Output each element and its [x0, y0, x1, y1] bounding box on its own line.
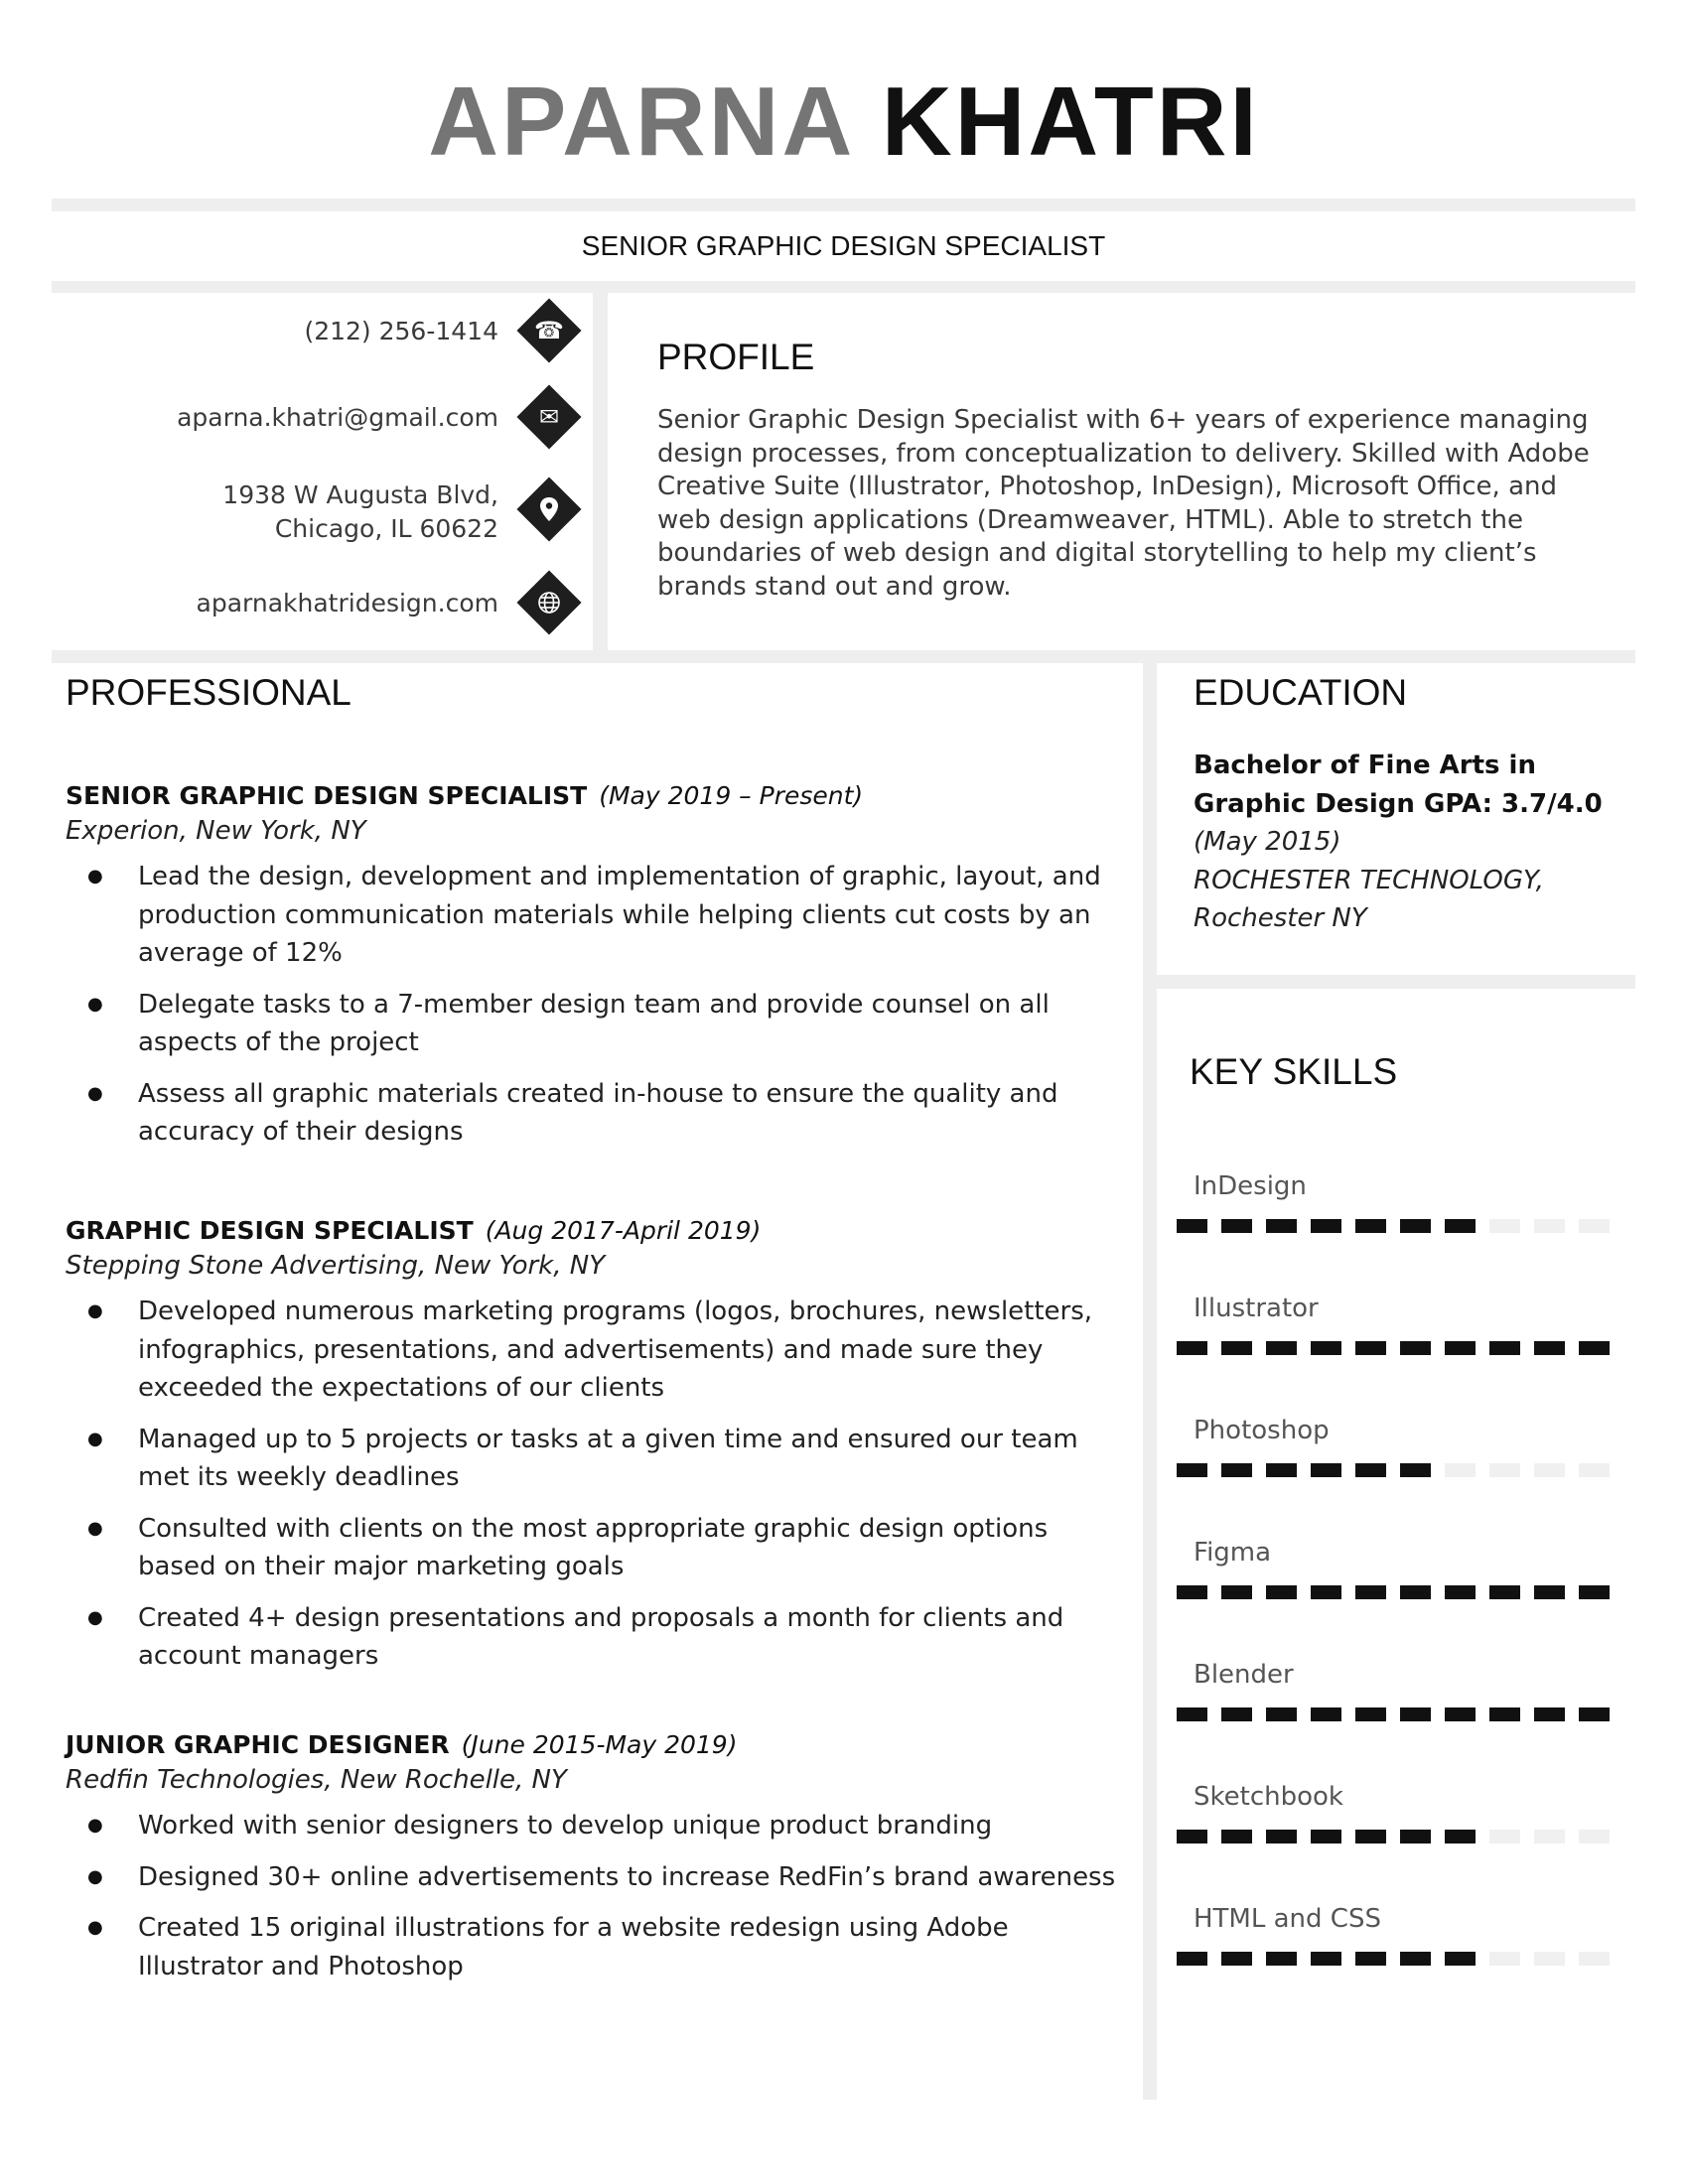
skill-segment-filled: [1221, 1830, 1252, 1843]
skill-segment-filled: [1400, 1463, 1431, 1477]
skill-segment-filled: [1445, 1341, 1476, 1355]
bullet-item: ● Assess all graphic materials created in-house to ensure the quality and accuracy of their designs: [66, 1075, 1118, 1152]
bullet-item: ● Created 4+ design presentations and proposals a month for clients and account managers: [66, 1599, 1118, 1676]
job-dates: (June 2015-May 2019): [461, 1730, 738, 1759]
last-name: KHATRI: [881, 67, 1260, 176]
job-entry: [66, 1213, 1118, 1689]
skill-segment-filled: [1355, 1219, 1386, 1233]
skill-segment-filled: [1400, 1830, 1431, 1843]
skill-segment-filled: [1311, 1830, 1341, 1843]
school-name: ROCHESTER TECHNOLOGY,: [1194, 865, 1544, 895]
skill-name: Sketchbook: [1194, 1782, 1343, 1812]
bullet-item: ● Managed up to 5 projects or tasks at a given time and ensured our team met its weekly deadlines: [66, 1421, 1118, 1497]
skill-segment-filled: [1445, 1219, 1476, 1233]
bullet-item: ● Consulted with clients on the most appropriate graphic design options based on their major marketing goals: [66, 1510, 1118, 1586]
bullet-item: ● Developed numerous marketing programs (logos, brochures, newsletters, infographics, presentations, and advertisements) and made sure they exceeded the expectations of our clients: [66, 1293, 1118, 1408]
skill-segment-filled: [1221, 1952, 1252, 1966]
skill-segment-filled: [1311, 1952, 1341, 1966]
skill-item: [1177, 1169, 1614, 1233]
job-dates: (Aug 2017-April 2019): [485, 1216, 762, 1245]
education-date: (May 2015): [1194, 827, 1341, 857]
degree-line2: Graphic Design GPA: 3.7/4.0: [1194, 788, 1603, 819]
bullet-item: ● Designed 30+ online advertisements to increase RedFin’s brand awareness: [66, 1858, 1118, 1897]
skill-segment-filled: [1266, 1585, 1297, 1599]
skill-segment-empty: [1534, 1952, 1565, 1966]
skill-name: Illustrator: [1194, 1294, 1319, 1323]
skill-level-bar: [1177, 1707, 1614, 1721]
skill-segment-filled: [1266, 1341, 1297, 1355]
skill-segment-filled: [1266, 1952, 1297, 1966]
skill-segment-filled: [1534, 1585, 1565, 1599]
first-name: APARNA: [428, 67, 852, 176]
skill-level-bar: [1177, 1585, 1614, 1599]
skill-segment-filled: [1355, 1341, 1386, 1355]
skill-segment-filled: [1400, 1219, 1431, 1233]
address-line1: 1938 W Augusta Blvd,: [222, 480, 498, 509]
job-title: SENIOR GRAPHIC DESIGN SPECIALIST: [66, 781, 588, 810]
skill-segment-filled: [1221, 1463, 1252, 1477]
skill-segment-filled: [1489, 1341, 1520, 1355]
profile-heading: PROFILE: [657, 337, 815, 377]
job-heading: [66, 1213, 1118, 1249]
skill-segment-empty: [1489, 1463, 1520, 1477]
skill-item: [1177, 1902, 1614, 1966]
skill-segment-filled: [1311, 1219, 1341, 1233]
skill-name: Blender: [1194, 1660, 1294, 1690]
skill-item: [1177, 1414, 1614, 1477]
envelope-icon: ✉: [516, 384, 581, 449]
skill-name: HTML and CSS: [1194, 1904, 1381, 1934]
skill-segment-empty: [1579, 1830, 1610, 1843]
skill-segment-empty: [1579, 1463, 1610, 1477]
job-entry: [66, 778, 1118, 1164]
bullet-item: ● Lead the design, development and implementation of graphic, layout, and production communication materials while helping clients cut costs by an average of 12%: [66, 858, 1118, 973]
skill-segment-filled: [1311, 1585, 1341, 1599]
vertical-divider: [593, 293, 608, 650]
education-heading: EDUCATION: [1194, 672, 1408, 713]
skill-segment-filled: [1489, 1585, 1520, 1599]
bullet-item: ● Worked with senior designers to develop unique product branding: [66, 1807, 1118, 1845]
job-bullets: [66, 1293, 1118, 1676]
skill-item: [1177, 1536, 1614, 1599]
skill-segment-filled: [1221, 1707, 1252, 1721]
skill-segment-filled: [1177, 1830, 1207, 1843]
job-title: JUNIOR GRAPHIC DESIGNER: [66, 1730, 450, 1759]
skill-segment-filled: [1177, 1219, 1207, 1233]
divider-bar: [52, 650, 1635, 663]
skill-segment-filled: [1579, 1707, 1610, 1721]
skill-segment-filled: [1311, 1463, 1341, 1477]
skill-name: Photoshop: [1194, 1416, 1330, 1445]
job-heading: [66, 778, 1118, 814]
skill-segment-filled: [1400, 1341, 1431, 1355]
skill-segment-filled: [1445, 1585, 1476, 1599]
globe-icon: [516, 570, 581, 634]
skill-segment-filled: [1311, 1341, 1341, 1355]
job-title: GRAPHIC DESIGN SPECIALIST: [66, 1216, 474, 1245]
email-address[interactable]: aparna.khatri@gmail.com: [177, 403, 498, 432]
skill-segment-filled: [1266, 1830, 1297, 1843]
skill-segment-filled: [1221, 1219, 1252, 1233]
vertical-divider: [1143, 663, 1157, 2100]
skill-item: [1177, 1780, 1614, 1843]
skill-segment-empty: [1489, 1219, 1520, 1233]
skill-item: [1177, 1658, 1614, 1721]
skill-segment-filled: [1355, 1463, 1386, 1477]
map-pin-icon: [516, 477, 581, 541]
skill-segment-filled: [1177, 1585, 1207, 1599]
skill-segment-empty: [1579, 1219, 1610, 1233]
skill-name: InDesign: [1194, 1171, 1307, 1201]
education-entry: [1194, 747, 1630, 938]
divider-bar: [1157, 975, 1635, 989]
skill-segment-filled: [1221, 1341, 1252, 1355]
phone-number[interactable]: (212) 256-1414: [304, 317, 498, 345]
skill-segment-filled: [1489, 1707, 1520, 1721]
skill-segment-filled: [1355, 1952, 1386, 1966]
skill-segment-filled: [1177, 1463, 1207, 1477]
skill-level-bar: [1177, 1952, 1614, 1966]
professional-heading: PROFESSIONAL: [66, 672, 352, 713]
skill-segment-empty: [1534, 1830, 1565, 1843]
skill-segment-filled: [1400, 1585, 1431, 1599]
degree-line1: Bachelor of Fine Arts in: [1194, 751, 1536, 780]
school-location: Rochester NY: [1194, 903, 1367, 933]
job-company: Experion, New York, NY: [66, 816, 366, 846]
website-url[interactable]: aparnakhatridesign.com: [196, 589, 498, 617]
skill-segment-filled: [1355, 1585, 1386, 1599]
phone-icon: ☎: [516, 298, 581, 362]
skill-segment-filled: [1445, 1952, 1476, 1966]
skill-segment-filled: [1266, 1463, 1297, 1477]
skill-segment-filled: [1445, 1830, 1476, 1843]
job-company: Stepping Stone Advertising, New York, NY: [66, 1251, 606, 1281]
address-line2: Chicago, IL 60622: [274, 514, 498, 543]
skills-heading: KEY SKILLS: [1190, 1051, 1398, 1092]
skill-segment-empty: [1579, 1952, 1610, 1966]
skill-segment-filled: [1579, 1341, 1610, 1355]
skill-segment-empty: [1489, 1830, 1520, 1843]
job-dates: (May 2019 – Present): [599, 781, 864, 810]
skill-segment-empty: [1489, 1952, 1520, 1966]
skill-segment-filled: [1177, 1341, 1207, 1355]
skill-segment-filled: [1400, 1952, 1431, 1966]
divider-bar: [52, 281, 1635, 293]
job-bullets: [66, 1807, 1118, 1985]
job-title: SENIOR GRAPHIC DESIGN SPECIALIST: [581, 230, 1106, 261]
skill-level-bar: [1177, 1463, 1614, 1477]
profile-summary: Senior Graphic Design Specialist with 6+ years of experience managing design processes, from conceptualization to delivery. Skilled with Adobe Creative Suite (Illustrator, Photoshop, InDesign), Microsoft Office, and web design applications (Dreamweaver, HTML). Able to stretch the boundaries of web design and digital storytelling to help my client’s brands stand out and grow.: [657, 405, 1590, 602]
divider-bar: [52, 199, 1635, 211]
skill-segment-filled: [1534, 1341, 1565, 1355]
candidate-name: [0, 62, 1688, 181]
skill-segment-filled: [1579, 1585, 1610, 1599]
skill-segment-filled: [1355, 1830, 1386, 1843]
job-heading: [66, 1727, 1118, 1763]
job-entry: [66, 1727, 1118, 1998]
skill-segment-empty: [1445, 1463, 1476, 1477]
skill-segment-filled: [1311, 1707, 1341, 1721]
skill-segment-filled: [1534, 1707, 1565, 1721]
skill-level-bar: [1177, 1341, 1614, 1355]
job-bullets: [66, 858, 1118, 1152]
skill-segment-filled: [1266, 1707, 1297, 1721]
skill-segment-filled: [1221, 1585, 1252, 1599]
skill-name: Figma: [1194, 1538, 1272, 1568]
skill-segment-filled: [1266, 1219, 1297, 1233]
skill-segment-empty: [1534, 1463, 1565, 1477]
skill-segment-filled: [1355, 1707, 1386, 1721]
skill-level-bar: [1177, 1219, 1614, 1233]
skill-segment-filled: [1177, 1952, 1207, 1966]
skill-segment-empty: [1534, 1219, 1565, 1233]
skill-segment-filled: [1445, 1707, 1476, 1721]
skill-item: [1177, 1292, 1614, 1355]
skill-segment-filled: [1177, 1707, 1207, 1721]
skill-segment-filled: [1400, 1707, 1431, 1721]
job-company: Redfin Technologies, New Rochelle, NY: [66, 1765, 567, 1795]
skill-level-bar: [1177, 1830, 1614, 1843]
bullet-item: ● Delegate tasks to a 7-member design team and provide counsel on all aspects of the project: [66, 986, 1118, 1062]
bullet-item: ● Created 15 original illustrations for a website redesign using Adobe Illustrator and Photoshop: [66, 1909, 1118, 1985]
